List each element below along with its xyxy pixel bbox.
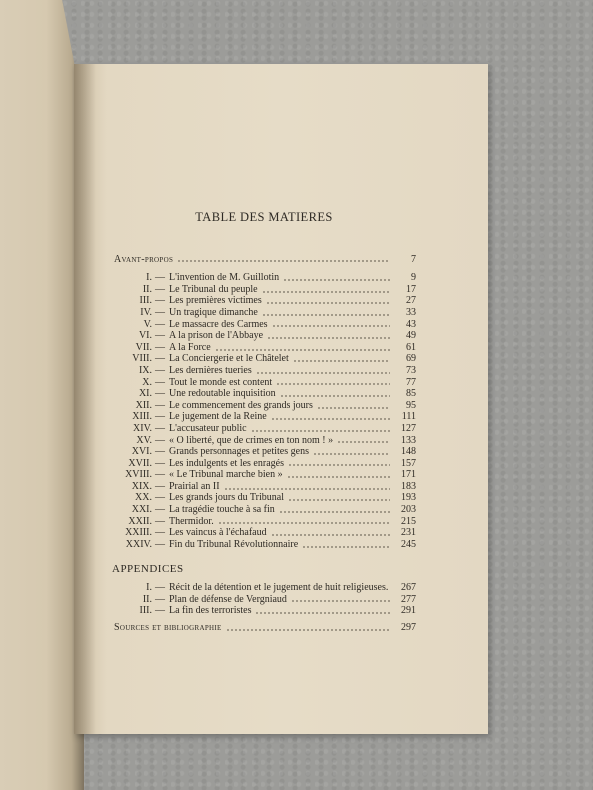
leader-dots	[337, 441, 390, 443]
toc-entry-dash: —	[155, 388, 165, 400]
toc-entry-number: XIII.	[132, 411, 152, 423]
toc-entry-dash: —	[155, 605, 165, 617]
toc-entry-title: Grands personnages et petites gens	[169, 446, 309, 458]
leader-dots	[256, 372, 390, 374]
leader-dots	[280, 395, 390, 397]
toc-entry-dash: —	[155, 504, 165, 516]
toc-entry-dash: —	[155, 457, 165, 469]
toc-chapter-row	[112, 411, 416, 423]
toc-entry-number: IV.	[140, 306, 152, 318]
leader-dots	[272, 325, 390, 327]
page-gutter-shadow	[74, 64, 96, 734]
toc-entry-dash: —	[155, 527, 165, 539]
leader-dots	[317, 407, 390, 409]
toc-entry-page: 33	[406, 306, 416, 318]
toc-entry-page: 245	[401, 538, 416, 550]
toc-entry-page: 215	[401, 515, 416, 527]
left-page	[0, 0, 84, 790]
toc-entry-dash: —	[155, 492, 165, 504]
toc-entry-number: XX.	[135, 492, 152, 504]
toc-entry-title: A la Force	[169, 341, 211, 353]
toc-chapter-row	[112, 458, 416, 470]
toc-entry-number: III.	[139, 295, 152, 307]
toc-entry-number: XIV.	[133, 422, 152, 434]
toc-entry-number: XII.	[135, 399, 152, 411]
toc-entry-number: IX.	[138, 364, 152, 376]
toc-chapter-row	[112, 527, 416, 539]
toc-entry-dash: —	[155, 515, 165, 527]
chapter-list	[112, 272, 416, 550]
leader-dots	[288, 464, 390, 466]
toc-entry-number: XV.	[136, 434, 152, 446]
toc-entry-number: XI.	[138, 388, 152, 400]
toc-entry-number: XXII.	[128, 515, 152, 527]
toc-entry-avant-propos	[114, 254, 416, 266]
toc-entry-page: 73	[406, 364, 416, 376]
toc-entry-number: VI.	[138, 330, 152, 342]
toc-chapter-row	[112, 481, 416, 493]
toc-entry-page: 69	[406, 353, 416, 365]
toc-entry-title: Le Tribunal du peuple	[169, 283, 258, 295]
toc-entry-sources	[114, 622, 416, 634]
toc-entry-title: Tout le monde est content	[169, 376, 273, 388]
toc-chapter-row	[112, 516, 416, 528]
toc-chapter-row	[112, 307, 416, 319]
toc-entry-number: XVIII.	[125, 469, 152, 481]
toc-entry-number: I.	[146, 582, 152, 594]
toc-entry-dash: —	[155, 434, 165, 446]
toc-chapter-row	[112, 423, 416, 435]
toc-entry-title: Plan de défense de Vergniaud	[169, 593, 287, 605]
toc-entry-number: XXIII.	[125, 527, 152, 539]
toc-chapter-row	[112, 377, 416, 389]
toc-entry-page: 231	[401, 527, 416, 539]
toc-entry-dash: —	[155, 306, 165, 318]
toc-entry-page: 7	[411, 253, 416, 265]
toc-chapter-row	[112, 330, 416, 342]
toc-entry-title: L'accusateur public	[169, 422, 247, 434]
toc-entry-dash: —	[155, 330, 165, 342]
table-of-contents	[112, 200, 416, 633]
toc-entry-number: I.	[146, 272, 152, 284]
toc-appendix-row	[112, 582, 416, 594]
leader-dots	[218, 522, 390, 524]
toc-entry-title: Prairial an II	[169, 480, 220, 492]
toc-entry-page: 157	[401, 457, 416, 469]
toc-entry-number: XIX.	[131, 480, 152, 492]
toc-entry-title: Thermidor.	[169, 515, 214, 527]
toc-entry-title: La Conciergerie et le Châtelet	[169, 353, 289, 365]
toc-entry-page: 277	[401, 593, 416, 605]
toc-chapter-row	[112, 435, 416, 447]
toc-entry-page: 27	[406, 295, 416, 307]
toc-entry-page: 17	[406, 283, 416, 295]
toc-chapter-row	[112, 342, 416, 354]
toc-entry-dash: —	[155, 341, 165, 353]
toc-entry-title: Les dernières tueries	[169, 364, 252, 376]
toc-entry-title: Les grands jours du Tribunal	[169, 492, 284, 504]
leader-dots	[287, 476, 390, 478]
toc-entry-dash: —	[155, 582, 165, 594]
toc-entry-title: « O liberté, que de crimes en ton nom ! »	[169, 434, 334, 446]
toc-entry-dash: —	[155, 422, 165, 434]
toc-entry-page: 95	[406, 399, 416, 411]
toc-entry-number: VIII.	[132, 353, 152, 365]
toc-entry-page: 85	[406, 388, 416, 400]
leader-dots	[224, 488, 390, 490]
leader-dots	[293, 360, 390, 362]
leader-dots	[271, 418, 390, 420]
toc-entry-page: 171	[401, 469, 416, 481]
leader-dots	[279, 511, 390, 513]
leader-dots	[313, 453, 390, 455]
toc-entry-title: Le jugement de la Reine	[169, 411, 267, 423]
toc-entry-page: 61	[406, 341, 416, 353]
toc-chapter-row	[112, 353, 416, 365]
toc-entry-title: Récit de la détention et le jugement de huit religieuses.	[169, 582, 389, 594]
toc-entry-page: 127	[401, 422, 416, 434]
toc-entry-page: 77	[406, 376, 416, 388]
toc-chapter-row	[112, 319, 416, 331]
toc-chapter-row	[112, 272, 416, 284]
toc-entry-page: 49	[406, 330, 416, 342]
toc-entry-dash: —	[155, 376, 165, 388]
toc-entry-number: III.	[139, 605, 152, 617]
leader-dots	[276, 383, 390, 385]
toc-entry-number: XXIV.	[125, 538, 152, 550]
leader-dots	[255, 612, 390, 614]
toc-entry-page: 111	[401, 411, 416, 423]
toc-entry-page: 193	[401, 492, 416, 504]
leader-dots	[288, 499, 390, 501]
toc-appendix-row	[112, 594, 416, 606]
leader-dots	[251, 430, 390, 432]
appendix-list	[112, 582, 416, 617]
toc-entry-number: XXI.	[131, 504, 152, 516]
toc-entry-page: 291	[401, 605, 416, 617]
toc-entry-page: 133	[401, 434, 416, 446]
toc-entry-title: Le massacre des Carmes	[169, 318, 268, 330]
leader-dots	[266, 302, 390, 304]
toc-entry-number: VII.	[135, 341, 152, 353]
toc-entry-title: Avant-propos	[114, 253, 174, 265]
toc-chapter-row	[112, 388, 416, 400]
toc-entry-title: Les vaincus à l'échafaud	[169, 527, 267, 539]
toc-chapter-row	[112, 400, 416, 412]
toc-entry-number: II.	[142, 593, 152, 605]
toc-entry-dash: —	[155, 538, 165, 550]
toc-entry-title: L'invention de M. Guillotin	[169, 272, 280, 284]
toc-chapter-row	[112, 539, 416, 551]
leader-dots	[215, 349, 390, 351]
toc-entry-dash: —	[155, 593, 165, 605]
leader-dots	[291, 600, 390, 602]
toc-entry-dash: —	[155, 411, 165, 423]
toc-entry-page: 267	[401, 582, 416, 594]
toc-chapter-row	[112, 504, 416, 516]
toc-chapter-row	[112, 284, 416, 296]
toc-entry-page: 203	[401, 504, 416, 516]
toc-entry-number: II.	[142, 283, 152, 295]
leader-dots	[271, 534, 390, 536]
toc-entry-title: Fin du Tribunal Révolutionnaire	[169, 538, 299, 550]
toc-entry-page: 183	[401, 480, 416, 492]
toc-entry-page: 9	[411, 272, 416, 284]
toc-entry-title: La tragédie touche à sa fin	[169, 504, 275, 516]
toc-appendix-row	[112, 605, 416, 617]
toc-entry-number: V.	[143, 318, 152, 330]
toc-entry-dash: —	[155, 480, 165, 492]
toc-entry-title: « Le Tribunal marche bien »	[169, 469, 283, 481]
toc-title: TABLE DES MATIERES	[195, 210, 333, 224]
toc-entry-dash: —	[155, 364, 165, 376]
spacer	[112, 265, 416, 272]
leader-dots	[267, 337, 390, 339]
toc-entry-page: 43	[406, 318, 416, 330]
toc-entry-dash: —	[155, 318, 165, 330]
toc-entry-number: X.	[142, 376, 152, 388]
toc-entry-number: XVI.	[131, 446, 152, 458]
toc-entry-title: Un tragique dimanche	[169, 306, 258, 318]
toc-entry-title: Les premières victimes	[169, 295, 262, 307]
toc-chapter-row	[112, 492, 416, 504]
toc-chapter-row	[112, 446, 416, 458]
toc-entry-dash: —	[155, 295, 165, 307]
toc-entry-title: A la prison de l'Abbaye	[169, 330, 264, 342]
toc-entry-title: Le commencement des grands jours	[169, 399, 313, 411]
toc-entry-dash: —	[155, 399, 165, 411]
leader-dots	[226, 629, 390, 631]
toc-entry-number: XVII.	[128, 457, 152, 469]
toc-entry-dash: —	[155, 272, 165, 284]
toc-entry-dash: —	[155, 446, 165, 458]
toc-entry-page: 297	[401, 621, 416, 633]
toc-entry-title: Une redoutable inquisition	[169, 388, 276, 400]
leader-dots	[302, 546, 390, 548]
toc-chapter-row	[112, 365, 416, 377]
toc-entry-title: La fin des terroristes	[169, 605, 252, 617]
leader-dots	[262, 291, 390, 293]
toc-entry-page: 148	[401, 446, 416, 458]
toc-entry-dash: —	[155, 469, 165, 481]
toc-chapter-row	[112, 469, 416, 481]
toc-entry-dash: —	[155, 283, 165, 295]
leader-dots	[262, 314, 390, 316]
leader-dots	[177, 260, 390, 262]
appendices-heading: APPENDICES	[112, 563, 184, 576]
toc-entry-title: Sources et bibliographie	[114, 621, 222, 633]
toc-entry-dash: —	[155, 353, 165, 365]
toc-chapter-row	[112, 295, 416, 307]
leader-dots	[283, 279, 390, 281]
toc-entry-title: Les indulgents et les enragés	[169, 457, 284, 469]
